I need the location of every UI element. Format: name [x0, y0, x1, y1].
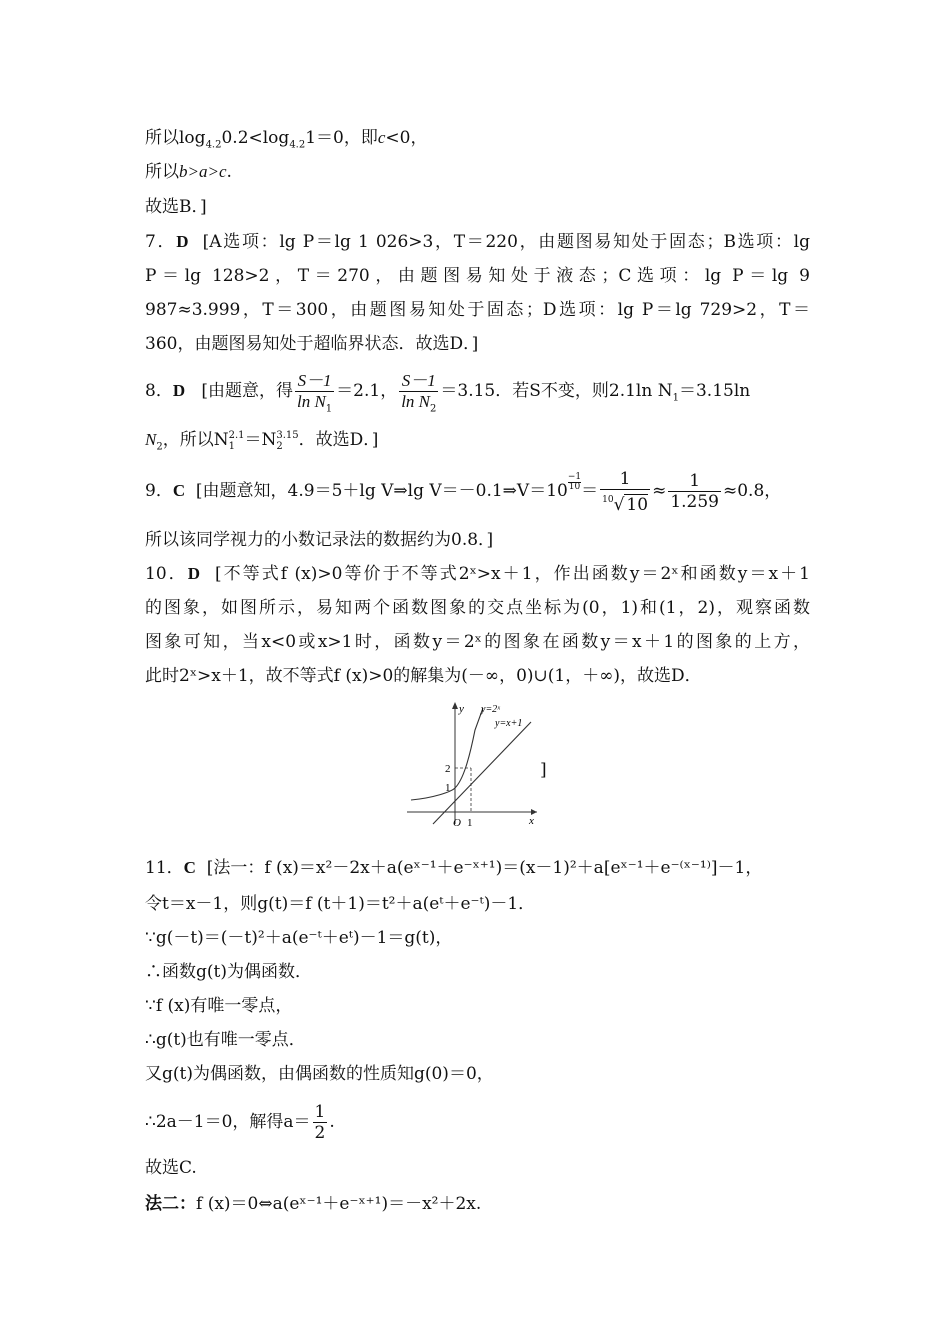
y-axis-label: y	[459, 703, 464, 715]
subscript: 1	[228, 440, 235, 452]
text: ≈0.8，	[722, 481, 782, 501]
subscript: 2	[276, 440, 283, 452]
fraction	[399, 371, 438, 415]
q11-line-1	[145, 856, 762, 880]
answer-letter: D	[172, 381, 186, 400]
origin-label: O	[453, 817, 461, 829]
question-number: 11．	[145, 858, 184, 878]
q7-line-4: 360，由题图易知处于超临界状态．故选D．]	[145, 334, 479, 354]
function-graph	[403, 700, 543, 830]
text: ＝N	[244, 430, 277, 450]
answer-letter: C	[172, 481, 186, 500]
fraction	[668, 471, 721, 512]
text-line-3: 故选B．]	[145, 197, 207, 217]
subscript: 4.2	[205, 139, 222, 151]
variable: c	[377, 128, 386, 147]
line-label: y=x+1	[495, 718, 523, 729]
q8-line-2	[145, 428, 378, 452]
q11-line-10	[145, 1192, 481, 1216]
inequality: b>a>c	[179, 162, 227, 181]
y-tick-2: 2	[445, 763, 451, 775]
fraction	[295, 371, 334, 415]
text: [由题意知，4.9＝5＋lg V⇒lg V＝－0.1⇒V＝10	[195, 481, 568, 501]
q11-line-9: 故选C.	[145, 1158, 197, 1178]
superscript: 3.15	[276, 429, 299, 441]
fraction	[600, 469, 650, 515]
numerator: 1	[668, 471, 721, 492]
q10-close-bracket: ]	[540, 760, 547, 780]
answer-letter: D	[187, 564, 201, 583]
numerator: 1	[314, 1102, 326, 1122]
q11-line-3: ∵g(－t)＝(－t)²＋a(e⁻ᵗ＋eᵗ)－1＝g(t)，	[145, 928, 453, 948]
numerator: S－1	[399, 371, 438, 392]
denominator: ln N	[296, 392, 326, 411]
denominator: ln N	[401, 392, 431, 411]
q11-line-4: ∴函数g(t)为偶函数．	[145, 962, 312, 982]
root-index: 10	[602, 494, 614, 505]
q10-line-3: 图象可知，当x<0或x>1时，函数y＝2ˣ的图象在函数y＝x＋1的图象的上方，	[145, 632, 810, 652]
text: [由题意，得	[201, 381, 293, 401]
question-number: 10．	[145, 564, 188, 584]
q7-line-3: 987≈3.999，T＝300，由题图易知处于固态；D选项：lg P＝lg 729>2，T＝	[145, 300, 810, 320]
denominator: 10	[568, 482, 581, 493]
q8-line-1	[145, 366, 750, 416]
q11-line-2: 令t＝x－1，则g(t)＝f (t＋1)＝t²＋a(eᵗ＋e⁻ᵗ)－1．	[145, 894, 536, 914]
text: [法一：f (x)＝x²－2x＋a(eˣ⁻¹＋e⁻ˣ⁺¹)＝(x－1)²＋a[eˣ⁻¹＋e⁻⁽ˣ⁻¹⁾]－1，	[206, 858, 763, 878]
text: ∴2a－1＝0，解得a＝	[145, 1112, 311, 1132]
denominator: 2	[314, 1123, 326, 1143]
q10-line-2: 的图象，如图所示，易知两个函数图象的交点坐标为(0，1)和(1，2)，观察函数	[145, 598, 810, 618]
nth-root: $^{10}$√ 10	[602, 494, 649, 515]
method-label: 法二：	[145, 1194, 196, 1213]
text: ≈	[652, 481, 667, 501]
q11-line-8	[145, 1098, 335, 1146]
fraction	[313, 1102, 328, 1143]
text: .	[226, 162, 232, 182]
x-axis-label: x	[529, 815, 534, 827]
q7-line-1	[145, 230, 810, 254]
text: 所以log	[145, 128, 206, 148]
q11-line-6: ∴g(t)也有唯一零点．	[145, 1030, 306, 1050]
numerator: 1	[600, 469, 650, 490]
text: ＝2.1，	[336, 381, 398, 401]
radicand: 10	[626, 494, 649, 515]
q11-line-5: ∵f (x)有唯一零点，	[145, 996, 293, 1016]
text-line-2	[145, 160, 232, 184]
text: 所以	[145, 162, 179, 182]
text: ＝3.15．若S不变，则2.1ln N	[440, 381, 673, 401]
text: [A选项：lg P＝lg 1 026>3，T＝220，由题图易知处于固态；B选项：lg	[202, 232, 810, 252]
text: f (x)＝0⇔a(eˣ⁻¹＋e⁻ˣ⁺¹)＝－x²＋2x.	[196, 1194, 482, 1214]
x-tick-1: 1	[467, 817, 473, 829]
q10-line-4: 此时2ˣ>x＋1，故不等式f (x)>0的解集为(－∞，0)∪(1，＋∞)，故选D．	[145, 666, 702, 686]
text: ．故选D．]	[298, 430, 379, 450]
text: ＝3.15ln	[678, 381, 751, 401]
text: <0，	[385, 128, 428, 148]
question-number: 7．	[145, 232, 177, 252]
q9-line-1	[145, 466, 781, 516]
text: ＝	[581, 481, 599, 501]
q11-line-7: 又g(t)为偶函数，由偶函数的性质知g(0)＝0，	[145, 1064, 494, 1084]
text: [不等式f (x)>0等价于不等式2ˣ>x＋1，作出函数y＝2ˣ和函数y＝x＋1	[214, 564, 810, 584]
y-tick-1: 1	[445, 782, 451, 794]
variable: N	[145, 430, 157, 449]
text: 0.2<log	[221, 128, 290, 148]
text: ，所以N	[162, 430, 229, 450]
question-number: 8．	[145, 381, 173, 401]
q7-line-2: P＝lg 128>2，T＝270，由题图易知处于液态；C选项：lg P＝lg 9	[145, 266, 810, 286]
denominator: 1.259	[670, 492, 719, 512]
subscript: 2	[156, 441, 163, 453]
answer-letter: D	[176, 232, 189, 251]
numerator: S－1	[295, 371, 334, 392]
exponent-fraction	[568, 473, 581, 492]
y-axis-arrow	[452, 702, 458, 709]
q9-line-2: 所以该同学视力的小数记录法的数据约为0.8．]	[145, 530, 494, 550]
subscript: 1	[672, 392, 679, 404]
superscript: 2.1	[228, 429, 245, 441]
question-number: 9．	[145, 481, 173, 501]
answer-letter: C	[183, 858, 196, 877]
exp-curve-label: y=2ˣ	[481, 704, 501, 715]
subscript: 1	[325, 403, 333, 415]
q10-line-1	[145, 562, 810, 586]
text-line-1	[145, 126, 427, 150]
text: .	[329, 1112, 335, 1132]
text: 1＝0，即	[305, 128, 378, 148]
subscript: 4.2	[289, 139, 306, 151]
subscript: 2	[430, 403, 437, 415]
numerator: −1	[567, 472, 582, 483]
